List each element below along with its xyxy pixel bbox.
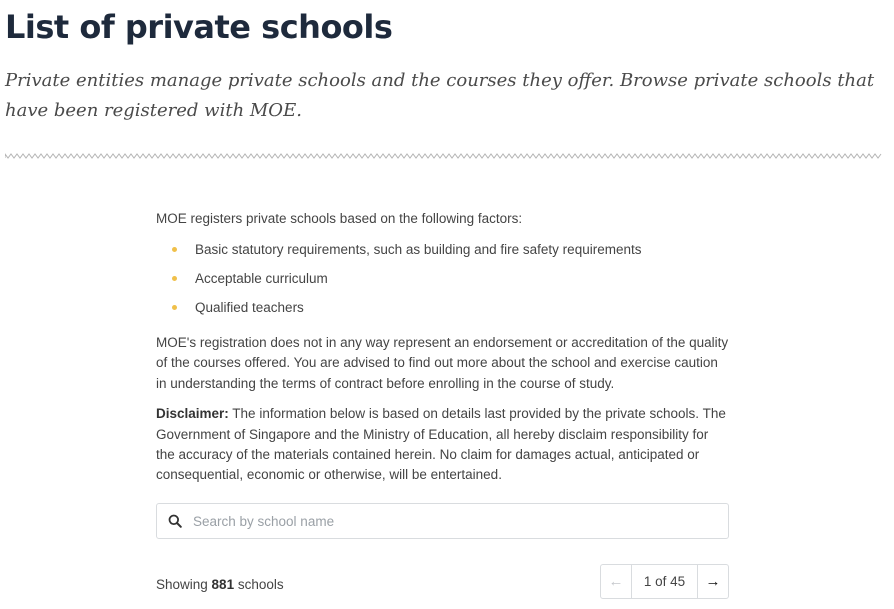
page-subtitle: Private entities manage private schools and the courses they offer. Browse private schools that have been registered with MOE. bbox=[5, 70, 875, 121]
prev-page-button[interactable]: ← bbox=[601, 565, 632, 598]
registration-info bbox=[156, 209, 730, 486]
disclaimer bbox=[156, 404, 730, 486]
disclaimer-text: The information below is based on details last provided by the private schools. The Government of Singapore and the Ministry of Education, all hereby disclaim responsibility for the accuracy of the materials contained herein. No claim for damages actual, anticipated or consequential, economic or otherwise, will be entertained. bbox=[156, 406, 726, 483]
result-suffix: schools bbox=[234, 577, 284, 592]
bullet-icon bbox=[172, 305, 177, 310]
result-count bbox=[156, 577, 284, 592]
factors-intro: MOE registers private schools based on the following factors: bbox=[156, 211, 523, 226]
search-box[interactable] bbox=[156, 503, 729, 539]
factor-text: Qualified teachers bbox=[195, 300, 304, 315]
wavy-divider bbox=[5, 151, 882, 161]
registration-note: MOE's registration does not in any way represent an endorsement or accreditation of the quality of the courses offered. You are advised to find out more about the school and exercise caution in understanding the terms of contract before enrolling in the course of study. bbox=[156, 335, 729, 391]
list-item bbox=[156, 269, 730, 298]
search-icon bbox=[157, 503, 193, 539]
bullet-icon bbox=[172, 276, 177, 281]
page-status: 1 of 45 bbox=[643, 574, 686, 589]
bullet-icon bbox=[172, 247, 177, 252]
list-item bbox=[156, 298, 730, 327]
next-page-button[interactable]: → bbox=[697, 565, 728, 598]
factors-list bbox=[156, 240, 730, 327]
factor-text: Basic statutory requirements, such as building and fire safety requirements bbox=[195, 242, 642, 257]
page-title: List of private schools bbox=[5, 8, 393, 46]
pagination bbox=[600, 564, 729, 599]
result-count-number: 881 bbox=[211, 577, 235, 592]
factor-text: Acceptable curriculum bbox=[195, 271, 328, 286]
result-prefix: Showing bbox=[156, 577, 212, 592]
search-input[interactable] bbox=[193, 504, 728, 538]
list-item bbox=[156, 240, 730, 269]
disclaimer-label: Disclaimer: bbox=[156, 406, 229, 422]
